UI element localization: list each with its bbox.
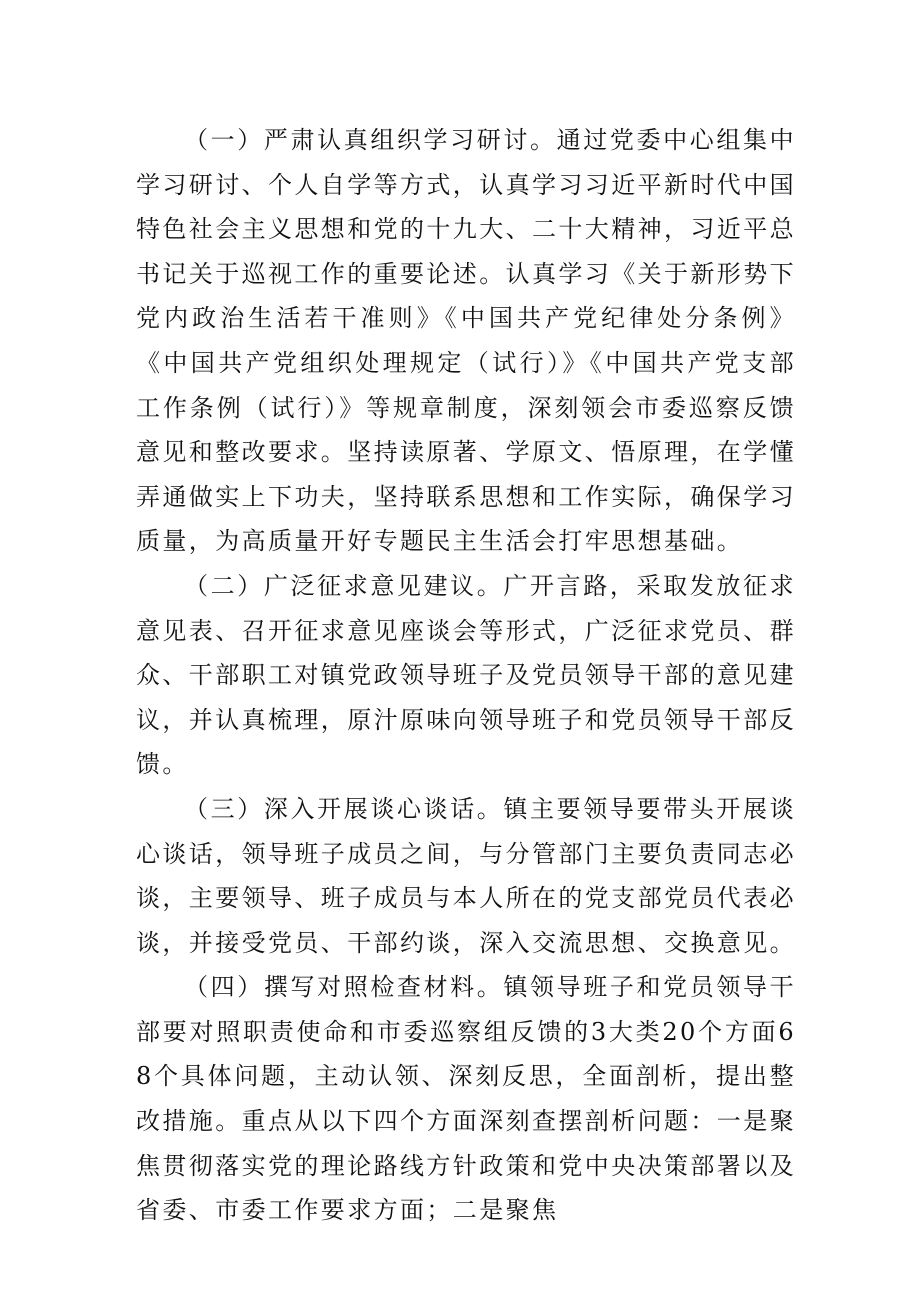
document-body: [136, 118, 796, 1233]
paragraph-heart-to-heart-talks: （三）深入开展谈心谈话。镇主要领导要带头开展谈心谈话，领导班子成员之间，与分管部门主要负责同志必谈，主要领导、班子成员与本人所在的党支部党员代表必谈，并接受党员、干部约谈，深入交流思想、交换意见。: [136, 794, 796, 957]
paragraph-study-discussion: （一）严肃认真组织学习研讨。通过党委中心组集中学习研讨、个人自学等方式，认真学习习近平新时代中国特色社会主义思想和党的十九大、二十大精神，习近平总书记关于巡视工作的重要论述。认真学习《关于新形势下党内政治生活若干准则》《中国共产党纪律处分条例》《中国共产党组织处理规定（试行）》《中国共产党支部工作条例（试行）》等规章制度，深刻领会市委巡察反馈意见和整改要求。坚持读原著、学原文、悟原理，在学懂弄通做实上下功夫，坚持联系思想和工作实际，确保学习质量，为高质量开好专题民主生活会打牢思想基础。: [136, 126, 796, 556]
paragraph-solicit-opinions: （二）广泛征求意见建议。广开言路，采取发放征求意见表、召开征求意见座谈会等形式，广泛征求党员、群众、干部职工对镇党政领导班子及党员领导干部的意见建议，并认真梳理，原汁原味向领导班子和党员领导干部反馈。: [136, 571, 796, 779]
paragraph-self-check-materials: （四）撰写对照检查材料。镇领导班子和党员领导干部要对照职责使命和市委巡察组反馈的3大类20个方面68个具体问题，主动认领、深刻反思，全面剖析，提出整改措施。重点从以下四个方面深刻查摆剖析问题：一是聚焦贯彻落实党的理论路线方针政策和党中央决策部署以及省委、市委工作要求方面；二是聚焦: [136, 973, 796, 1225]
